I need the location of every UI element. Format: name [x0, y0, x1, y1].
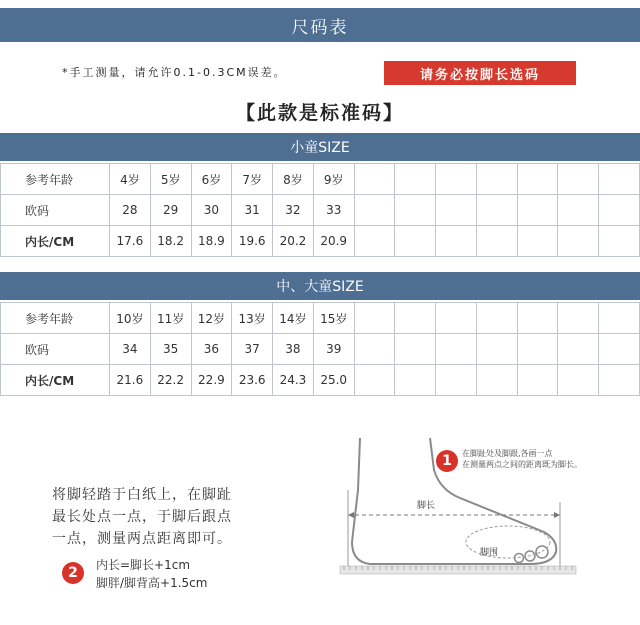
- formula-line: 内长=脚长+1cm: [96, 558, 191, 572]
- table-cell: 5岁: [150, 164, 191, 195]
- empty-cell: [436, 195, 477, 226]
- table-cell: 4岁: [110, 164, 151, 195]
- table-cell: 33: [313, 195, 354, 226]
- row-label: 内长/CM: [1, 226, 110, 257]
- table-cell: 18.2: [150, 226, 191, 257]
- step-one-badge: 1: [436, 450, 458, 472]
- big-size-table: [0, 302, 640, 396]
- table-cell: 12岁: [191, 303, 232, 334]
- table-cell: 6岁: [191, 164, 232, 195]
- diagram-note-line: 在脚趾处及脚跟,各画一点: [462, 449, 553, 458]
- girth-ellipse: [466, 526, 550, 558]
- table-cell: 21.6: [110, 365, 151, 396]
- empty-cell: [476, 164, 517, 195]
- table-cell: 35: [150, 334, 191, 365]
- empty-cell: [476, 334, 517, 365]
- row-label: 参考年龄: [1, 164, 110, 195]
- empty-cell: [476, 365, 517, 396]
- empty-cell: [558, 303, 599, 334]
- empty-cell: [395, 334, 436, 365]
- step-two-badge: 2: [62, 562, 84, 584]
- empty-cell: [558, 334, 599, 365]
- table-cell: 19.6: [232, 226, 273, 257]
- table-cell: 29: [150, 195, 191, 226]
- table-cell: 20.9: [313, 226, 354, 257]
- big-size-header: 中、大童SIZE: [0, 272, 640, 300]
- empty-cell: [395, 226, 436, 257]
- empty-cell: [354, 334, 395, 365]
- table-cell: 25.0: [313, 365, 354, 396]
- row-label: 欧码: [1, 195, 110, 226]
- empty-cell: [599, 164, 640, 195]
- empty-cell: [436, 164, 477, 195]
- empty-cell: [476, 226, 517, 257]
- empty-cell: [354, 365, 395, 396]
- empty-cell: [476, 195, 517, 226]
- table-cell: 36: [191, 334, 232, 365]
- warning-badge: 请务必按脚长选码: [384, 61, 576, 85]
- table-cell: 32: [273, 195, 314, 226]
- row-label: 参考年龄: [1, 303, 110, 334]
- empty-cell: [395, 303, 436, 334]
- table-cell: 31: [232, 195, 273, 226]
- table-cell: 14岁: [273, 303, 314, 334]
- empty-cell: [558, 195, 599, 226]
- empty-cell: [476, 303, 517, 334]
- small-size-header: 小童SIZE: [0, 133, 640, 161]
- empty-cell: [517, 334, 558, 365]
- empty-cell: [395, 164, 436, 195]
- table-cell: 9岁: [313, 164, 354, 195]
- table-cell: 30: [191, 195, 232, 226]
- empty-cell: [517, 195, 558, 226]
- empty-cell: [354, 195, 395, 226]
- empty-cell: [599, 303, 640, 334]
- table-cell: 22.2: [150, 365, 191, 396]
- instruction-line: 一点，测量两点距离即可。: [52, 531, 232, 547]
- table-cell: 20.2: [273, 226, 314, 257]
- empty-cell: [517, 226, 558, 257]
- diagram-note: [462, 448, 582, 470]
- empty-cell: [558, 164, 599, 195]
- toe-shape: [536, 546, 548, 558]
- empty-cell: [395, 365, 436, 396]
- standard-size-heading: 【此款是标准码】: [235, 102, 404, 124]
- empty-cell: [354, 226, 395, 257]
- empty-cell: [436, 303, 477, 334]
- table-cell: 37: [232, 334, 273, 365]
- arrow-head: [348, 512, 354, 518]
- table-cell: 10岁: [110, 303, 151, 334]
- empty-cell: [354, 303, 395, 334]
- length-formula: [96, 556, 207, 592]
- table-cell: 39: [313, 334, 354, 365]
- foot-length-label: 脚长: [417, 501, 436, 511]
- table-cell: 28: [110, 195, 151, 226]
- table-cell: 17.6: [110, 226, 151, 257]
- empty-cell: [517, 164, 558, 195]
- table-cell: 23.6: [232, 365, 273, 396]
- table-row: [1, 365, 640, 396]
- empty-cell: [436, 334, 477, 365]
- empty-cell: [558, 226, 599, 257]
- table-cell: 22.9: [191, 365, 232, 396]
- table-row: [1, 226, 640, 257]
- foot-girth-label: 脚围: [480, 548, 499, 558]
- formula-line: 脚胖/脚背高+1.5cm: [96, 576, 208, 590]
- table-cell: 18.9: [191, 226, 232, 257]
- small-size-table: [0, 163, 640, 257]
- empty-cell: [354, 164, 395, 195]
- table-cell: 15岁: [313, 303, 354, 334]
- empty-cell: [517, 303, 558, 334]
- arrow-head: [554, 512, 560, 518]
- table-cell: 8岁: [273, 164, 314, 195]
- empty-cell: [517, 365, 558, 396]
- table-cell: 38: [273, 334, 314, 365]
- instruction-line: 将脚轻踏于白纸上，在脚趾: [52, 487, 232, 503]
- table-cell: 11岁: [150, 303, 191, 334]
- table-cell: 7岁: [232, 164, 273, 195]
- measurement-note: *手工测量，请允许0.1-0.3CM误差。: [62, 66, 287, 79]
- empty-cell: [599, 226, 640, 257]
- empty-cell: [599, 334, 640, 365]
- instruction-line: 最长处点一点，于脚后跟点: [52, 509, 232, 525]
- empty-cell: [395, 195, 436, 226]
- table-row: [1, 303, 640, 334]
- table-row: [1, 334, 640, 365]
- toe-shape: [515, 554, 524, 563]
- empty-cell: [558, 365, 599, 396]
- table-cell: 13岁: [232, 303, 273, 334]
- empty-cell: [599, 195, 640, 226]
- row-label: 内长/CM: [1, 365, 110, 396]
- empty-cell: [599, 365, 640, 396]
- page-title: 尺码表: [0, 8, 640, 42]
- measure-instructions: [52, 484, 232, 550]
- table-row: [1, 164, 640, 195]
- row-label: 欧码: [1, 334, 110, 365]
- empty-cell: [436, 365, 477, 396]
- table-row: [1, 195, 640, 226]
- table-cell: 24.3: [273, 365, 314, 396]
- empty-cell: [436, 226, 477, 257]
- diagram-note-line: 在测量两点之间的距离既为脚长。: [462, 460, 582, 469]
- table-cell: 34: [110, 334, 151, 365]
